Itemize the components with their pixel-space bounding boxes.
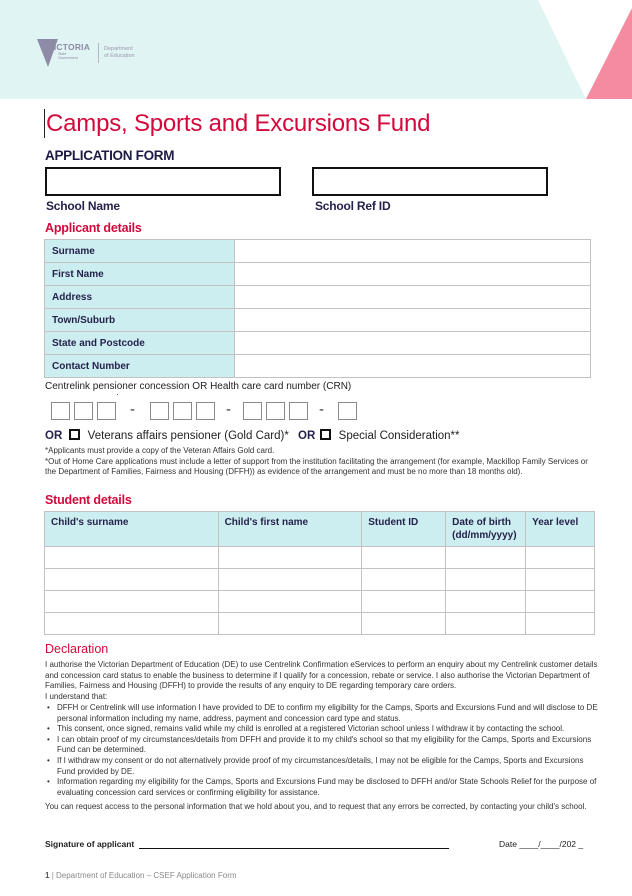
year-level-cell[interactable] [526,591,595,613]
state-postcode-label: State and Postcode [45,332,235,355]
crn-digit-3[interactable] [97,402,116,420]
crn-digit-7[interactable] [243,402,262,420]
declaration-list [45,703,601,798]
logo-wordmark: VICTORIA [48,42,91,52]
logo-department: Department of Education [104,46,135,59]
crn-digit-9[interactable] [289,402,308,420]
victoria-triangle-icon [36,38,96,68]
surname-input[interactable] [235,240,591,263]
footer-text: | Department of Education – CSEF Application Form [51,871,237,880]
town-suburb-input[interactable] [235,309,591,332]
date-of-birth-cell[interactable] [446,569,526,591]
declaration-intro: I authorise the Victorian Department of Education (DE) to use Centrelink Confirmation eServices to perform an enquiry about my Centrelink customer details and concession card status to enable the business to determine if I qualify for a concession, rebate or service. I also authorise the Victorian Department of Families, Fairness and Housing (DFFH) to provide the results of any enquiry to DE regarding temporary care orders. [45,660,598,691]
table-row [45,286,591,309]
town-suburb-label: Town/Suburb [45,309,235,332]
child-first-name-cell[interactable] [218,547,362,569]
alternative-options [45,429,460,442]
student-details-table [44,511,595,635]
signature-field[interactable] [139,840,449,849]
crn-separator: - [226,401,231,418]
signature-label: Signature of applicant [45,839,135,849]
table-row [45,309,591,332]
date-of-birth-cell[interactable] [446,547,526,569]
address-input[interactable] [235,286,591,309]
or-label: OR [45,430,63,442]
first-name-label: First Name [45,263,235,286]
child-first-name-cell[interactable] [218,569,362,591]
page-number: 1 [45,871,50,880]
state-postcode-input[interactable] [235,332,591,355]
surname-label: Surname [45,240,235,263]
veterans-gold-card-checkbox[interactable] [69,429,80,440]
school-ref-id-label: School Ref ID [315,199,391,213]
child-surname-cell[interactable] [45,547,219,569]
date-of-birth-cell[interactable] [446,591,526,613]
declaration-item: • This consent, once signed, remains valid while my child is enrolled at a registered Victorian school unless I withdraw it by contacting the school. [45,724,601,735]
crn-separator: - [319,401,324,418]
page-title: Camps, Sports and Excursions Fund [46,110,431,137]
student-id-cell[interactable] [362,547,446,569]
school-ref-id-input[interactable] [312,167,548,196]
table-row [45,263,591,286]
out-of-home-care-note: *Out of Home Care applications must include a letter of support from the institution facilitating the arrangement (for example, Mackillop Family Services or the Department of Families, Fairness and Housing (DFFH)) as evidence of the arrangement and must be no more than 18 months old). [45,457,588,476]
crn-separator: - [130,401,135,418]
contact-number-label: Contact Number [45,355,235,378]
contact-number-input[interactable] [235,355,591,378]
applicant-details-table [44,239,591,378]
table-header-row [45,512,595,547]
col-child-surname: Child's surname [45,512,219,547]
student-id-cell[interactable] [362,591,446,613]
crn-digit-5[interactable] [173,402,192,420]
crn-digit-8[interactable] [266,402,285,420]
declaration-item: • Information regarding my eligibility for the Camps, Sports and Excursions Fund may be disclosed to DFFH and/or State Schools Relief for the purpose of evaluating concession card services or confirming eligibility for assistance. [45,777,601,798]
logo-divider [98,43,99,63]
crn-digit-10[interactable] [338,402,357,420]
year-level-cell[interactable] [526,547,595,569]
signature-row [45,839,449,849]
col-date-of-birth: Date of birth (dd/mm/yyyy) [446,512,526,547]
child-surname-cell[interactable] [45,591,219,613]
applicant-details-heading: Applicant details [45,221,142,235]
declaration-understand: I understand that: [45,692,108,701]
form-subtitle: APPLICATION FORM [45,148,175,163]
student-id-cell[interactable] [362,613,446,635]
gold-card-note: *Applicants must provide a copy of the Veteran Affairs Gold card. [45,446,275,455]
address-label: Address [45,286,235,309]
or-label: OR [298,430,316,442]
year-level-cell[interactable] [526,569,595,591]
table-row [45,355,591,378]
text-cursor [44,109,45,138]
declaration-item: • DFFH or Centrelink will use information I have provided to DE to confirm my eligibility for the Camps, Sports and Excursions Fund and will disclose to DE personal information including my name, address, payment and concession card type and status. [45,703,601,724]
date-of-birth-cell[interactable] [446,613,526,635]
table-row [45,569,595,591]
student-id-cell[interactable] [362,569,446,591]
year-level-cell[interactable] [526,613,595,635]
table-row [45,240,591,263]
special-consideration-label: Special Consideration** [338,430,460,442]
school-name-input[interactable] [45,167,281,196]
declaration-access: You can request access to the personal information that we hold about you, and to request that any errors be corrected, by contacting your child's school. [45,802,587,811]
victoria-government-logo [36,38,135,68]
col-child-first-name: Child's first name [218,512,362,547]
crn-digit-6[interactable] [196,402,215,420]
date-field[interactable]: Date ____/____/202 _ [499,839,584,849]
declaration-item: • I can obtain proof of my circumstances/details from DFFH and provide it to my child's school so that my eligibility for the Camps, Sports and Excursions Fund can be determined. [45,735,601,756]
table-row [45,332,591,355]
child-surname-cell[interactable] [45,569,219,591]
declaration-item: • If I withdraw my consent or do not alternatively provide proof of my circumstances/details, I may not be eligible for the Camps, Sports and Excursions Fund provided by DE. [45,756,601,777]
declaration-heading: Declaration [45,642,109,656]
stray-dot [117,394,118,395]
veterans-gold-card-label: Veterans affairs pensioner (Gold Card)* [87,430,289,442]
crn-label: Centrelink pensioner concession OR Health care card number (CRN) [45,381,352,392]
special-consideration-checkbox[interactable] [320,429,331,440]
table-row [45,591,595,613]
page-footer [45,871,237,880]
child-first-name-cell[interactable] [218,591,362,613]
first-name-input[interactable] [235,263,591,286]
child-first-name-cell[interactable] [218,613,362,635]
child-surname-cell[interactable] [45,613,219,635]
crn-digit-1[interactable] [51,402,70,420]
col-year-level: Year level [526,512,595,547]
col-student-id: Student ID [362,512,446,547]
table-row [45,547,595,569]
table-row [45,613,595,635]
logo-state-government: State Government [58,52,78,60]
crn-digit-4[interactable] [150,402,169,420]
school-name-label: School Name [46,199,120,213]
crn-digit-2[interactable] [74,402,93,420]
student-details-heading: Student details [45,493,132,507]
